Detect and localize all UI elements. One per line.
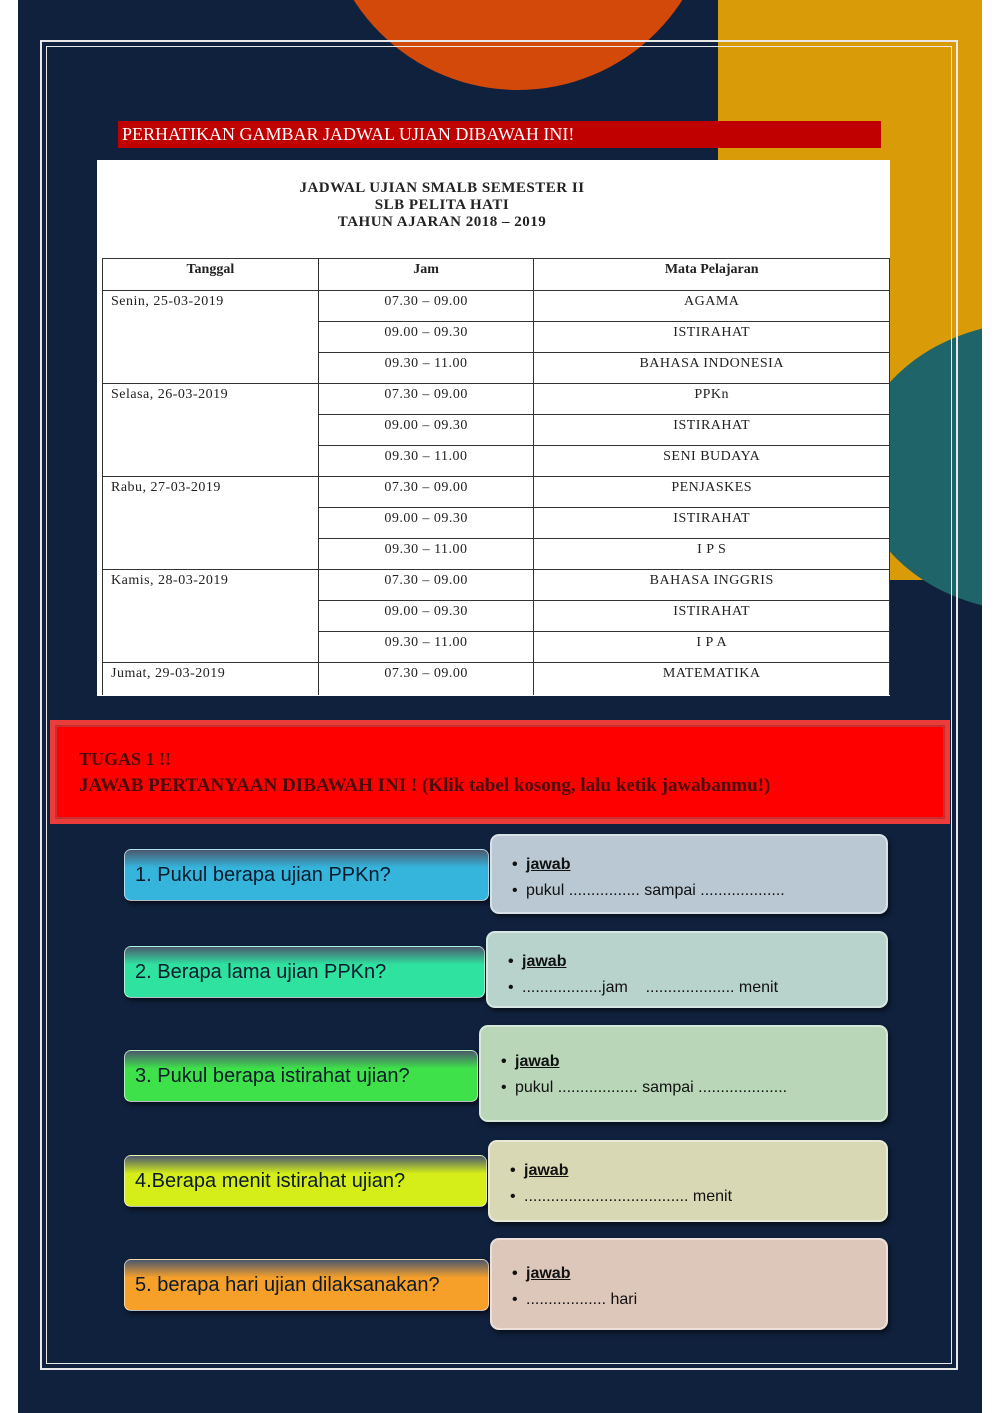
table-row — [103, 570, 890, 601]
answer-5-box[interactable] — [490, 1238, 888, 1330]
subject-cell: I P S — [534, 539, 890, 570]
subject-cell: MATEMATIKA — [534, 663, 890, 696]
date-cell: Jumat, 29-03-2019 — [103, 663, 319, 696]
time-cell: 07.30 – 09.00 — [318, 291, 534, 322]
task-instruction: JAWAB PERTANYAAN DIBAWAH INI ! (Klik tabel kosong, lalu ketik jawabanmu!) — [79, 775, 771, 796]
table-row — [103, 384, 890, 415]
table-row — [103, 477, 890, 508]
time-cell: 09.00 – 09.30 — [318, 415, 534, 446]
question-3-label: 3. Pukul berapa istirahat ujian? — [124, 1050, 478, 1102]
time-cell: 07.30 – 09.00 — [318, 384, 534, 415]
time-cell: 09.30 – 11.00 — [318, 353, 534, 384]
schedule-title-line: SLB PELITA HATI — [374, 197, 510, 213]
date-cell: Rabu, 27-03-2019 — [103, 477, 319, 570]
date-cell: Senin, 25-03-2019 — [103, 291, 319, 384]
answer-2-heading: • jawab — [522, 949, 886, 975]
subject-cell: BAHASA INGGRIS — [534, 570, 890, 601]
answer-1-heading: • jawab — [526, 852, 886, 878]
answer-1-line[interactable]: • pukul ................ sampai ................... — [526, 878, 886, 904]
header-mata-pelajaran: Mata Pelajaran — [534, 259, 890, 291]
time-cell: 09.00 – 09.30 — [318, 601, 534, 632]
date-cell: Selasa, 26-03-2019 — [103, 384, 319, 477]
subject-cell: AGAMA — [534, 291, 890, 322]
table-row — [103, 291, 890, 322]
header-jam: Jam — [318, 259, 534, 291]
answer-5-line[interactable]: • .................. hari — [526, 1287, 886, 1313]
question-5-label: 5. berapa hari ujian dilaksanakan? — [124, 1259, 489, 1311]
time-cell: 09.30 – 11.00 — [318, 539, 534, 570]
question-2-label: 2. Berapa lama ujian PPKn? — [124, 946, 485, 998]
subject-cell: ISTIRAHAT — [534, 508, 890, 539]
subject-cell: ISTIRAHAT — [534, 415, 890, 446]
time-cell: 09.00 – 09.30 — [318, 322, 534, 353]
answer-2-line[interactable]: • ..................jam .................... menit — [522, 975, 886, 1001]
schedule-title — [97, 180, 787, 231]
task-banner-inner — [55, 725, 945, 819]
answer-3-box[interactable] — [479, 1025, 888, 1122]
header-tanggal: Tanggal — [103, 259, 319, 291]
schedule-title-line: JADWAL UJIAN SMALB SEMESTER II — [299, 180, 585, 196]
subject-cell: PPKn — [534, 384, 890, 415]
answer-3-line[interactable]: • pukul .................. sampai .................... — [515, 1075, 886, 1101]
answer-4-box[interactable] — [488, 1140, 888, 1222]
schedule-table — [102, 258, 890, 695]
answer-4-heading: • jawab — [524, 1158, 886, 1184]
schedule-title-line: TAHUN AJARAN 2018 – 2019 — [337, 214, 547, 230]
time-cell: 09.30 – 11.00 — [318, 446, 534, 477]
table-header-row — [103, 259, 890, 291]
question-1-label: 1. Pukul berapa ujian PPKn? — [124, 849, 489, 901]
time-cell: 09.00 – 09.30 — [318, 508, 534, 539]
answer-1-box[interactable] — [490, 834, 888, 914]
time-cell: 07.30 – 09.00 — [318, 477, 534, 508]
subject-cell: PENJASKES — [534, 477, 890, 508]
time-cell: 07.30 – 09.00 — [318, 663, 534, 696]
task-title: TUGAS 1 !! — [79, 749, 172, 769]
question-4-label: 4.Berapa menit istirahat ujian? — [124, 1155, 487, 1207]
subject-cell: I P A — [534, 632, 890, 663]
schedule-image — [97, 160, 890, 696]
task-banner — [50, 720, 950, 824]
notice-banner: PERHATIKAN GAMBAR JADWAL UJIAN DIBAWAH INI! — [118, 121, 881, 148]
subject-cell: ISTIRAHAT — [534, 601, 890, 632]
table-row — [103, 663, 890, 696]
subject-cell: BAHASA INDONESIA — [534, 353, 890, 384]
answer-3-heading: • jawab — [515, 1049, 886, 1075]
subject-cell: SENI BUDAYA — [534, 446, 890, 477]
date-cell: Kamis, 28-03-2019 — [103, 570, 319, 663]
subject-cell: ISTIRAHAT — [534, 322, 890, 353]
answer-2-box[interactable] — [486, 931, 888, 1008]
answer-4-line[interactable]: • ..................................... menit — [524, 1184, 886, 1210]
time-cell: 09.30 – 11.00 — [318, 632, 534, 663]
time-cell: 07.30 – 09.00 — [318, 570, 534, 601]
answer-5-heading: • jawab — [526, 1261, 886, 1287]
